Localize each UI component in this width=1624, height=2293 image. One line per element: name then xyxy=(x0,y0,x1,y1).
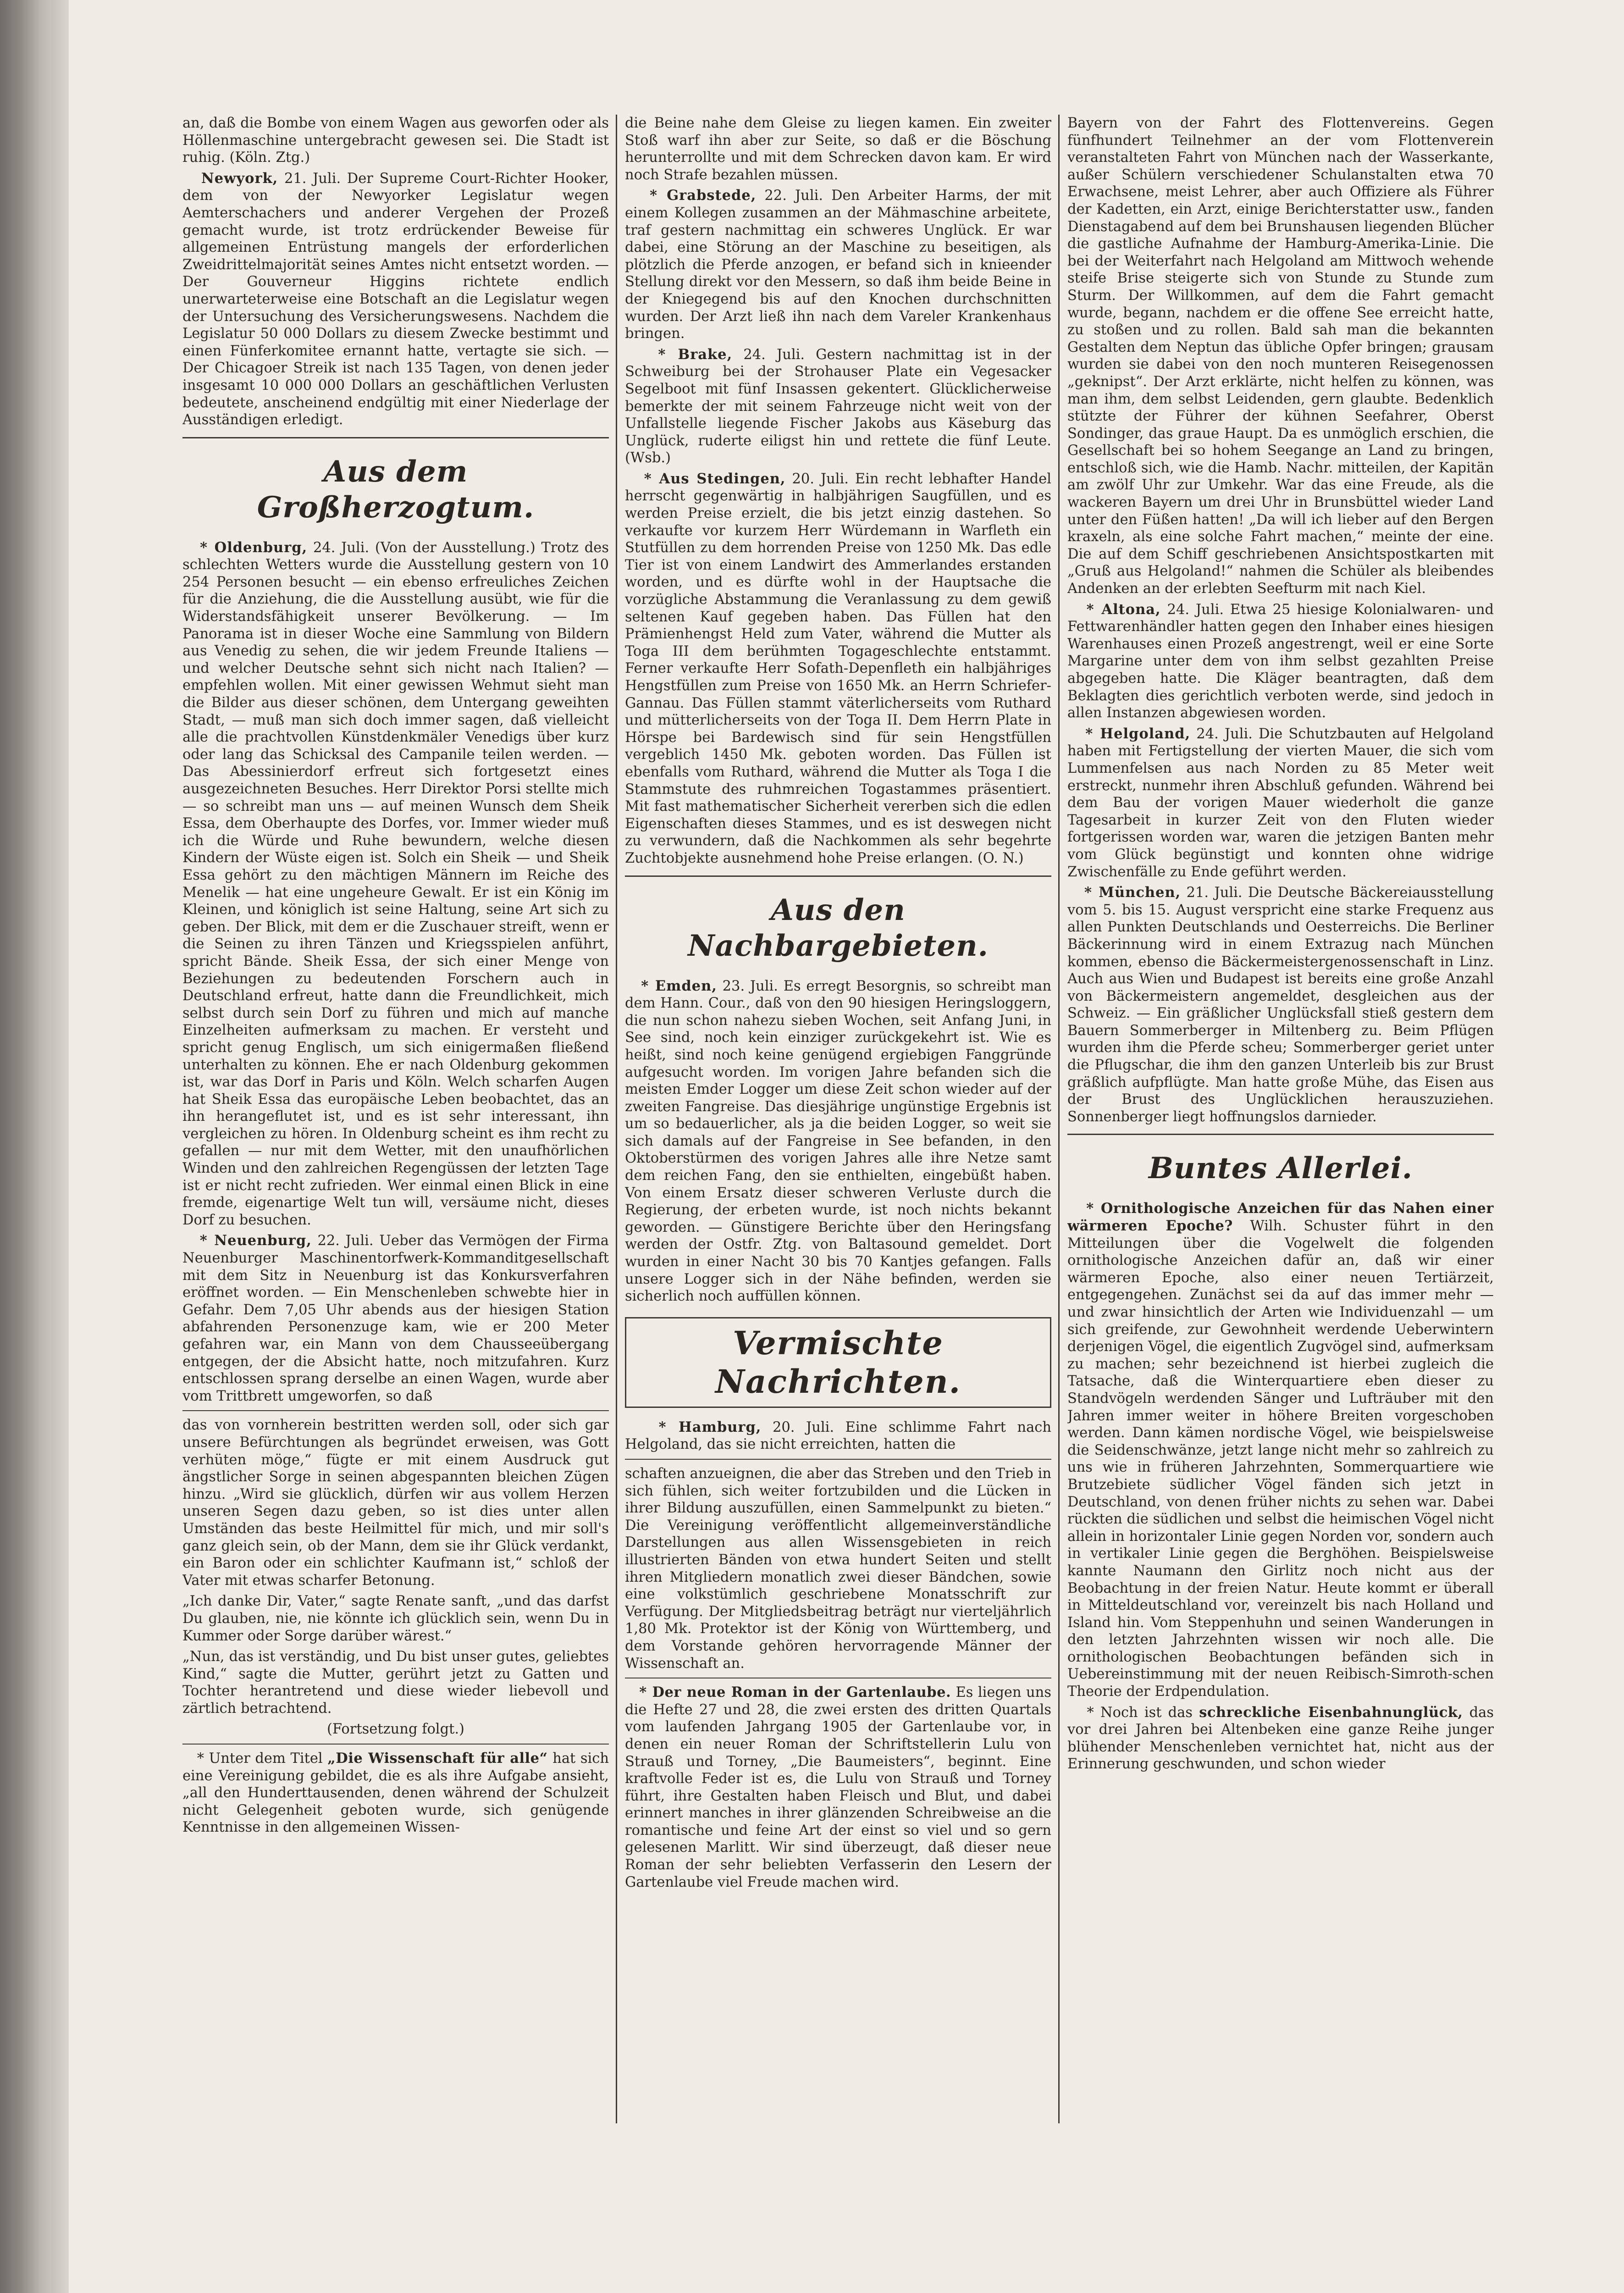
section-heading-nachbargebiete: Aus den Nachbargebieten. xyxy=(688,892,989,963)
feuilleton-rule xyxy=(182,1410,609,1411)
dateline: * Grabstede, xyxy=(650,187,757,204)
article-text: 21. Juli. Der Supreme Court-Richter Hooker, dem von der Newyorker Legislatur wegen Aemterschachers und anderer Vergehen der Prozeß gemacht wurde, ist trotz erdrückender Beweise für allgemeinen Entrüstung mangels der erforderlichen Zweidrittelmajorität seines Amtes nicht entsetzt worden. — Der Gouverneur Higgins richtete endlich unerwarteterweise eine Botschaft an die Legislatur wegen der Untersuchung des Versicherungswesens. Nachdem die Legislatur 50 000 Dollars zu diesem Zwecke bestimmt und einen Fünferkomitee ernannt hatte, vertagte sie sich. — Der Chicagoer Streik ist nach 135 Tagen, von denen jeder insgesamt 10 000 000 Dollars an geschäftlichen Verlusten bedeutete, anscheinend endgültig mit einer Niederlage der Ausständigen erledigt. xyxy=(182,170,609,428)
article-text: Wilh. Schuster führt in den Mitteilungen über die Vogelwelt die folgenden ornithologische Anzeichen dafür an, daß wir einer wärmeren Epoche, also einer neuen Tertiärzeit, entgegengehen. Zunächst sei da auf das immer mehr — und zwar hinsichtlich der Arten wie Individuenzahl — um sich greifende, zur Gewohnheit werdende Ueberwintern derjenigen Vögel, die eigentlich Zugvögel sind, aufmerksam zu machen; sehr bezeichnend ist hierbei zugleich die Tatsache, daß die Winterquartiere eben dieser zu Standvögeln werdenden Sänger und Lufträuber mit den Jahren immer weiter in höhere Breiten vorgeschoben werden. Dann kämen nordische Vögel, wie beispielsweise die Seidenschwänze, jetzt lange nicht mehr so zahlreich zu uns wie in früheren Jahrzehnten, Sommerquartiere wie Brutzebiete südlicher Vögel fänden sich jetzt in Deutschland, von denen früher nichts zu sehen war. Dabei rückten die südlichen und selbst die heimischen Vögel nicht allein in horizontaler Linie gegen Norden vor, sondern auch in vertikaler Linie gegen die Berghöhen. Beispielsweise kannte Naumann den Girlitz noch nicht aus der Beobachtung in der freien Natur. Heute kommt er überall in Mitteldeutschland vor, vereinzelt bis nach Holland und Island hin. Vom Steppenhuhn und seinen Wanderungen in den letzten Jahrzehnten wissen wir noch alle. Die ornithologischen Beobachtungen befänden sich in Uebereinstimmung mit der neuen Reibisch-Simroth-schen Theorie der Erdpendulation. xyxy=(1067,1218,1494,1700)
article-text: 20. Juli. Ein recht lebhafter Handel herrscht gegenwärtig in halbjährigen Saugfüllen, und es werden Preise erzielt, die bis jetzt einzig dastehen. So verkaufte vor kurzem Herr Würdemann in Warfleth ein Stutfüllen zu dem horrenden Preise von 1250 Mk. Das edle Tier ist von einem Landwirt des Ammerlandes erstanden worden, und es dürfte wohl in der Hauptsache die vorzügliche Abstammung die Veranlassung zu dem gewiß seltenen Kauf gegeben haben. Das Füllen hat den Prämienhengst Held zum Vater, während die Mutter als Toga III dem berühmten Togageschlechte entstammt. Ferner verkaufte Herr Sofath-Depenfleth ein halbjähriges Hengstfüllen zum Preise von 1650 Mk. an Herrn Schriefer-Gannau. Das Füllen stammt väterlicherseits vom Ruthard und mütterlicherseits von der Toga II. Dem Herrn Plate in Hörspe bei Bardewisch sind für sein Hengstfüllen vergeblich 1450 Mk. geboten worden. Das Füllen ist ebenfalls vom Ruthard, während die Mutter als Toga I die Stammstute des ruhmreichen Togastammes präsentiert. Mit fast mathematischer Sicherheit vererben sich die edlen Eigenschaften dieses Stammes, und es ist deswegen nicht zu verwundern, daß die Nachkommen als sehr begehrte Zuchtobjekte ausnehmend hohe Preise erlangen. (O. N.) xyxy=(625,471,1051,866)
article-text: 24. Juli. Gestern nachmittag ist in der Schweiburg bei der Strohauser Plate ein Vegesacker Segelboot mit fünf Insassen gekentert. Glücklicherweise bemerkte der mit seinem Fahrzeuge nicht weit von der Unfallstelle liegende Fischer Jakobs aus Käseburg das Unglück, ruderte eiligst hin und rettete die fünf Leute. (Wsb.) xyxy=(625,346,1051,466)
article-text: Bayern von der Fahrt des Flottenvereins. Gegen fünfhundert Teilnehmer an der vom Flottenverein veranstalteten Fahrt von München nach der Wasserkante, außer Schülern verschiedener Schulanstalten etwa 70 Erwachsene, meist Lehrer, aber auch Offiziere als Führer der Kadetten, ein Arzt, einige Berichterstatter usw., fanden Dienstagabend auf dem bei Brunshausen liegenden Blücher die gastliche Aufnahme der Hamburg-Amerika-Linie. Die bei der Weiterfahrt nach Helgoland am Mittwoch wehende steife Brise steigerte sich von Stunde zu Stunde zum Sturm. Der Willkommen, auf dem die Fahrt gemacht wurde, begann, nachdem er die offene See erreicht hatte, zu stoßen und zu rollen. Bald sah man die bekannten Gestalten dem Neptun das übliche Opfer bringen; grausam wurden sie dabei von den noch munteren Reisegenossen „geknipst“. Der Arzt erklärte, nicht helfen zu können, was man ihm, dem selbst Leidenden, gern glaubte. Bedenklich stützte der Führer der kühnen Seefahrer, Oberst Sondinger, das graue Haupt. Da es unmöglich erschien, die Gesellschaft bei so hohem Seegange an Land zu bringen, entschloß sich, wie die Hamb. Nachr. mitteilen, der Kapitän am zwölf Uhr zur Umkehr. War das eine Freude, als die wackeren Bayern um drei Uhr in Brunsbüttel wieder Land unter den Füßen hatten! „Da will ich lieber auf den Bergen kraxeln, als eine solche Fahrt machen,“ meinte der eine. Die auf dem Schiff geschriebenen Ansichtspostkarten mit „Gruß aus Helgoland!“ nahmen die Schüler als bleibendes Andenken an der erlebten Seefturm mit nach Kiel. xyxy=(1067,115,1494,597)
article-text: schaften anzueignen, die aber das Streben und den Trieb in sich fühlen, sich weiter fortzubilden und die Lücken in ihrer Bildung auszufüllen, einen Sammelpunkt zu bieten.“ Die Vereinigung veröffentlicht allgemeinverständliche Darstellungen aus allen Wissensgebieten in reich illustrierten Bänden von etwa hundert Seiten und stellt ihren Mitgliedern monatlich zwei dieser Bändchen, sowie eine volkstümlich geschriebene Monatsschrift zur Verfügung. Der Mitgliedsbeitrag beträgt nur vierteljährlich 1,80 Mk. Protektor ist der König von Württemberg, und dem Vorstande gehören hervorragende Männer der Wissenschaft an. xyxy=(625,1466,1051,1672)
section-heading-grossherzogtum: Aus dem Großherzogtum. xyxy=(257,454,535,525)
article-title: * Der neue Roman in der Gartenlaube. xyxy=(639,1684,951,1701)
dateline: * Emden, xyxy=(641,977,717,994)
article-text: 22. Juli. Den Arbeiter Harms, der mit einem Kollegen zusammen an der Mähmaschine arbeitete, traf gestern nachmittag ein schweres Unglück. Er war dabei, eine Störung an der Maschine zu beseitigen, als plötzlich die Pferde anzogen, er befand sich in knieender Stellung direkt vor den Messern, so daß ihm beide Beine in der Kniegegend bis auf den Knochen durchschnitten wurden. Der Arzt ließ ihn nach dem Vareler Krankenhaus bringen. xyxy=(625,188,1051,342)
article-text: 23. Juli. Es erregt Besorgnis, so schreibt man dem Hann. Cour., daß von den 90 hiesigen Heringsloggern, die nun schon nahezu sieben Wochen, seit Anfang Juni, in See sind, noch kein einziger zurückgekehrt ist. Wie es heißt, sind noch keine genügend ergiebigen Fanggründe aufgesucht worden. Im vorigen Jahre befanden sich die meisten Emder Logger um diese Zeit schon wieder auf der zweiten Fangreise. Das diesjährige ungünstige Ergebnis ist um so bedauerlicher, als ja die beiden Logger, so weit sie sich damals auf der Fangreise in See befanden, in den Oktoberstürmen des vorigen Jahres alle ihre Netze samt dem reichen Fang, den sie enthielten, eingebüßt haben. Von einem Ersatz dieser schweren Verluste durch die Regierung, der erbeten wurde, ist noch nichts bekannt geworden. — Günstigere Berichte über den Heringsfang werden der Ostfr. Ztg. von Baltasound gemeldet. Dort wurden in einer Nacht 30 bis 70 Kantjes gefangen. Falls unsere Logger sich in der Nähe befinden, werden sie sicherlich noch auffüllen können. xyxy=(625,978,1051,1305)
article-title: schreckliche Eisenbahnunglück, xyxy=(1199,1704,1463,1721)
serial-text: das von vornherein bestritten werden soll, oder sich gar unsere Befürchtungen als begründet erweisen, was Gott verhüten möge,“ fügte er mit einem Ausdruck gut ängstlicher Sorge in seinen abgespannten bleichen Zügen hinzu. „Wird sie glücklich, dürfen wir aus vollem Herzen unseren Segen dazu geben, so ist dies unter allen Umständen das beste Heilmittel für mich, und mir soll's ganz gleich sein, ob der Mann, dem sie ihr Glück verdankt, ein Baron oder ein schlichter Kaufmann ist,“ schloß der Vater mit etwas scharfer Betonung. xyxy=(182,1417,609,1589)
section-heading-buntes-allerlei: Buntes Allerlei. xyxy=(1148,1151,1413,1186)
article-helgoland xyxy=(1067,726,1494,881)
dateline: * Aus Stedingen, xyxy=(644,470,786,487)
book-binding-edge xyxy=(0,0,69,2293)
article-text: Es liegen uns die Hefte 27 und 28, die zwei ersten des dritten Quartals vom laufenden Jahrgang 1905 der Gartenlaube vor, in denen ein neuer Roman der Schriftstellerin Lulu von Strauß und Torney, „Die Baumeisters“, beginnt. Eine kraftvolle Feder ist es, die Lulu von Strauß und Torney führt, ihre Gestalten haben Fleisch und Blut, und dabei erinnert manches in ihrer glänzenden Schreibweise an die romantische und feine Art der einst so viel und so gern gelesenen Marlitt. Wir sind überzeugt, daß dieser neue Roman der sehr beliebten Verfasserin den Lesern der Gartenlaube viel Freude machen wird. xyxy=(625,1684,1051,1890)
section-heading-vermischte: Vermischte Nachrichten. xyxy=(715,1324,961,1401)
column-3 xyxy=(1067,115,1494,2123)
article-grabstede xyxy=(625,187,1051,342)
article-gartenlaube xyxy=(625,1684,1051,1891)
dateline: * Oldenburg, xyxy=(200,539,308,556)
article-text: 20. Juli. Eine schlimme Fahrt nach Helgoland, das sie nicht erreichten, hatten die xyxy=(625,1419,1051,1453)
section-heading-box xyxy=(625,1317,1051,1408)
article-newyork xyxy=(182,170,609,429)
article-text: die Beine nahe dem Gleise zu liegen kamen. Ein zweiter Stoß warf ihn aber zur Seite, so daß er die Böschung herunterrollte und mit dem Schrecken davon kam. Er wird noch Strafe bezahlen müssen. xyxy=(625,115,1051,183)
article-neuenburg xyxy=(182,1232,609,1405)
dateline: * Altona, xyxy=(1086,601,1161,618)
article-altona xyxy=(1067,601,1494,722)
dateline: * München, xyxy=(1084,884,1181,901)
section-rule xyxy=(182,1744,609,1745)
newspaper-content xyxy=(182,115,1494,2123)
article-hamburg xyxy=(625,1419,1051,1453)
article-text: 24. Juli. Die Schutzbauten auf Helgoland haben mit Fertigstellung der vierten Mauer, die sich vom Lummenfelsen aus nach Norden zu 85 Meter weit erstreckt, nunmehr ihren Abschluß gefunden. Während bei dem Bau der vorigen Mauer wiederholt die ganze Tagesarbeit in kurzer Zeit von den Fluten wieder fortgerissen worden war, waren die jetzigen Banten mehr vom Glück begünstigt und konnten ohne widrige Zwischenfälle zu Ende geführt werden. xyxy=(1067,726,1494,880)
column-divider xyxy=(1058,115,1060,2123)
article-text: 22. Juli. Ueber das Vermögen der Firma Neuenburger Maschinentorfwerk-Kommanditgesellschaft mit dem Sitz in Neuenburg ist das Konkursverfahren eröffnet worden. — Ein Menschenleben schwebte hier in Gefahr. Dem 7,05 Uhr abends aus der hiesigen Station abfahrenden Personenzuge kam, wie er 200 Meter gefahren war, ein Mann von dem Chausseeübergang entgegen, der die Absicht hatte, noch mitzufahren. Kurz entschlossen sprang derselbe an einen Wagen, wurde aber vom Trittbrett umgeworfen, so daß xyxy=(182,1233,609,1404)
article-text: * Noch ist das xyxy=(1087,1704,1193,1721)
serial-text: „Nun, das ist verständig, und Du bist unser gutes, geliebtes Kind,“ sagte die Mutter, gerührt jetzt zu Gatten und Tochter herantretend und diese wieder liebevoll und zärtlich betrachtend. xyxy=(182,1649,609,1717)
article-muenchen xyxy=(1067,884,1494,1125)
article-brake xyxy=(625,346,1051,467)
article-emden xyxy=(625,978,1051,1305)
serial-text: „Ich danke Dir, Vater,“ sagte Renate sanft, „und das darfst Du glauben, nie, nie könnte ich glücklich sein, wenn Du in Kummer oder Sorge darüber wärest.“ xyxy=(182,1593,609,1644)
article-text: hat sich eine Vereinigung gebildet, die es als ihre Aufgabe ansieht, „all den Hunderttausenden, denen während der Schulzeit nicht Gelegenheit geboten wurde, sich genügende Kenntnisse in den allgemeinen Wissen- xyxy=(182,1750,609,1836)
article-text: 21. Juli. Die Deutsche Bäckereiausstellung vom 5. bis 15. August verspricht eine starke Frequenz aus allen Punkten Deutschlands und Oesterreichs. Die Berliner Bäckerinnung wird in einem Extrazug nach München kommen, ebenso die Bäckermeistergenossenschaft in Linz. Auch aus Wien und Budapest ist bereits eine große Anzahl von Bäckermeistern angemeldet, desgleichen aus der Schweiz. — Ein gräßlicher Unglücksfall stieß gestern dem Bauern Sommerberger in Miltenberg zu. Beim Pflügen wurden ihm die Pferde scheu; Sommerberger geriet unter die Pflugschar, die ihm den ganzen Unterleib bis zur Brust gräßlich aufpflügte. Man hatte große Mühe, das Eisen aus der Brust des Unglücklichen herauszuziehen. Sonnenberger liegt hoffnungslos darnieder. xyxy=(1067,885,1494,1125)
article-eisenbahnunglueck xyxy=(1067,1704,1494,1773)
article-text: 24. Juli. Etwa 25 hiesige Kolonialwaren- und Fettwarenhändler hatten gegen den Inhaber eines hiesigen Warenhauses einen Prozeß angestrengt, weil er eine Sorte Margarine unter dem von ihm selbst gezahlten Preise abgegeben hatte. Die Kläger beantragten, daß dem Beklagten dies gerichtlich verboten werde, sind jedoch in allen Instanzen abgewiesen worden. xyxy=(1067,601,1494,721)
column-divider xyxy=(616,115,617,2123)
column-2 xyxy=(625,115,1051,2123)
article-wissenschaft xyxy=(182,1750,609,1836)
article-text: 24. Juli. (Von der Ausstellung.) Trotz des schlechten Wetters wurde die Ausstellung gestern von 10 254 Personen besucht — ein ebenso erfreuliches Zeichen für die Anziehung, die die Ausstellung ausübt, wie für die Widerstandsfähigkeit unserer Bevölkerung. — Im Panorama ist in dieser Woche eine Sammlung von Bildern aus Venedig zu sehen, die wir jedem Freunde Italiens — und welcher Deutsche sehnt sich nicht nach Italien? — empfehlen wollen. Mit einer gewissen Wehmut sieht man die Bilder aus dieser schönen, dem Untergang geweihten Stadt, — muß man sich doch immer sagen, daß vielleicht alle die prachtvollen Künstdenkmäler Venedigs über kurz oder lang das Schicksal des Campanile teilen werden. — Das Abessinierdorf erfreut sich fortgesetzt eines ausgezeichneten Besuches. Herr Direktor Porsi stellte mich — so schreibt man uns — auf meinen Wunsch dem Sheik Essa, dem Oberhaupte des Dorfes, vor. Immer wieder muß ich die Würde und Ruhe bewundern, welche diesen Kindern der Wüste eigen ist. Solch ein Sheik — und Sheik Essa gehört zu den mächtigen Männern im Reiche des Menelik — hat eine ungeheure Gewalt. Er ist ein König im Kleinen, und königlich ist seine Haltung, seine Art sich zu geben. Der Blick, mit dem er die Zuschauer streift, wenn er die Seinen zu ihren Tänzen und Kriegsspielen anführt, spricht Bände. Sheik Essa, der sich einer Menge von Beziehungen zu bedeutenden Forschern auch in Deutschland erfreut, hatte dann die Freundlichkeit, mich selbst durch sein Dorf zu führen und mich auf manche Einzelheiten aufmerksam zu machen. Er versteht und spricht genug Englisch, um sich einigermaßen fließend unterhalten zu können. Ehe er nach Oldenburg gekommen ist, war das Dorf in Paris und Köln. Welch scharfen Augen hat Sheik Essa das europäische Leben beobachtet, das an ihn herangeflutet ist, und es ist sehr interessant, ihn vergleichen zu hören. In Oldenburg scheint es ihm recht zu gefallen — nur mit dem Wetter, mit den unaufhörlichen Winden und den zahlreichen Regengüssen der letzten Tage ist er nicht recht zufrieden. Wer einmal einen Blick in eine fremde, eigenartige Welt tun will, versäume nicht, dieses Dorf zu besuchen. xyxy=(182,539,609,1228)
dateline: * Helgoland, xyxy=(1085,725,1191,742)
continuation-note: (Fortsetzung folgt.) xyxy=(327,1721,464,1738)
section-rule xyxy=(625,875,1051,877)
article-text: an, daß die Bombe von einem Wagen aus geworfen oder als Höllenmaschine untergebracht gewesen sei. Die Stadt ist ruhig. (Köln. Ztg.) xyxy=(182,115,609,166)
article-title: * Ornithologische Anzeichen für das Nahen einer wärmeren Epoche? xyxy=(1067,1200,1494,1235)
dateline: * Brake, xyxy=(658,346,733,363)
section-rule xyxy=(182,437,609,438)
article-text: * Unter dem Titel xyxy=(197,1750,323,1767)
column-1 xyxy=(182,115,609,2123)
article-ornithologie xyxy=(1067,1200,1494,1700)
article-stedingen xyxy=(625,471,1051,867)
feuilleton-rule xyxy=(625,1459,1051,1460)
article-oldenburg xyxy=(182,539,609,1229)
dateline: Newyork, xyxy=(201,170,278,187)
dateline: * Hamburg, xyxy=(658,1418,762,1435)
dateline: * Neuenburg, xyxy=(199,1232,312,1249)
article-title: „Die Wissenschaft für alle“ xyxy=(327,1750,548,1767)
article-text: das vor drei Jahren bei Altenbeken eine ganze Reihe junger blühender Menschenleben vernichtet hat, nicht aus der Erinnerung geschwunden, und schon wieder xyxy=(1067,1704,1494,1772)
section-rule xyxy=(1067,1134,1494,1135)
